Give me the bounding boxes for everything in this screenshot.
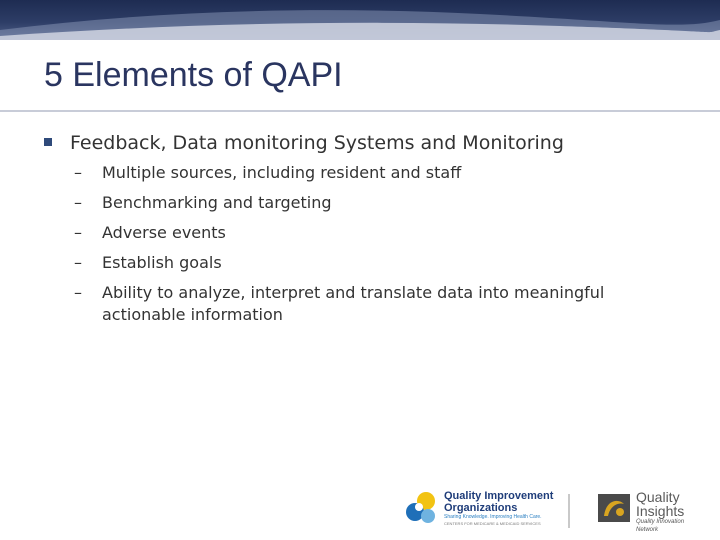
qio-subtitle: CENTERS FOR MEDICARE & MEDICAID SERVICES [444, 521, 541, 526]
sub-bullet [44, 162, 684, 184]
dash-bullet-icon: – [74, 253, 82, 272]
slide-content [44, 132, 684, 334]
qio-circles-icon [404, 490, 440, 526]
dash-bullet-icon: – [74, 193, 82, 212]
qi-name-line2: Insights [636, 503, 685, 519]
sub-bullet-text: Establish goals [102, 253, 222, 272]
footer-logos [404, 486, 696, 532]
sub-bullet-list [44, 162, 684, 326]
qio-name-line1: Quality Improvement [444, 490, 554, 502]
square-bullet-icon [44, 138, 52, 146]
header-band [0, 0, 720, 40]
slide-title: 5 Elements of QAPI [44, 56, 343, 94]
sub-bullet-text: Benchmarking and targeting [102, 193, 332, 212]
qio-logo-text [444, 490, 594, 527]
sub-bullet [44, 192, 684, 214]
sub-bullet [44, 252, 684, 274]
header-wave-decoration [0, 0, 720, 40]
qi-name-line1: Quality [636, 489, 680, 505]
sub-bullet-text: Multiple sources, including resident and staff [102, 163, 462, 182]
qi-subtitle: Quality Innovation Network [636, 519, 685, 533]
sub-bullet [44, 222, 684, 244]
title-divider [0, 110, 720, 112]
quality-insights-mark-icon [596, 490, 632, 526]
sub-bullet-text: Adverse events [102, 223, 226, 242]
sub-bullet [44, 282, 684, 326]
qio-tagline: Sharing Knowledge. Improving Health Care. [444, 514, 542, 520]
qio-name-line2: Organizations [444, 502, 518, 514]
main-bullet-text: Feedback, Data monitoring Systems and Monitoring [70, 132, 564, 154]
sub-bullet-text: Ability to analyze, interpret and translate data into meaningful actionable information [102, 283, 605, 324]
dash-bullet-icon: – [74, 283, 82, 302]
logo-divider [568, 494, 570, 528]
main-bullet [44, 132, 684, 154]
dash-bullet-icon: – [74, 223, 82, 242]
dash-bullet-icon: – [74, 163, 82, 182]
qi-logo-text [636, 490, 700, 534]
